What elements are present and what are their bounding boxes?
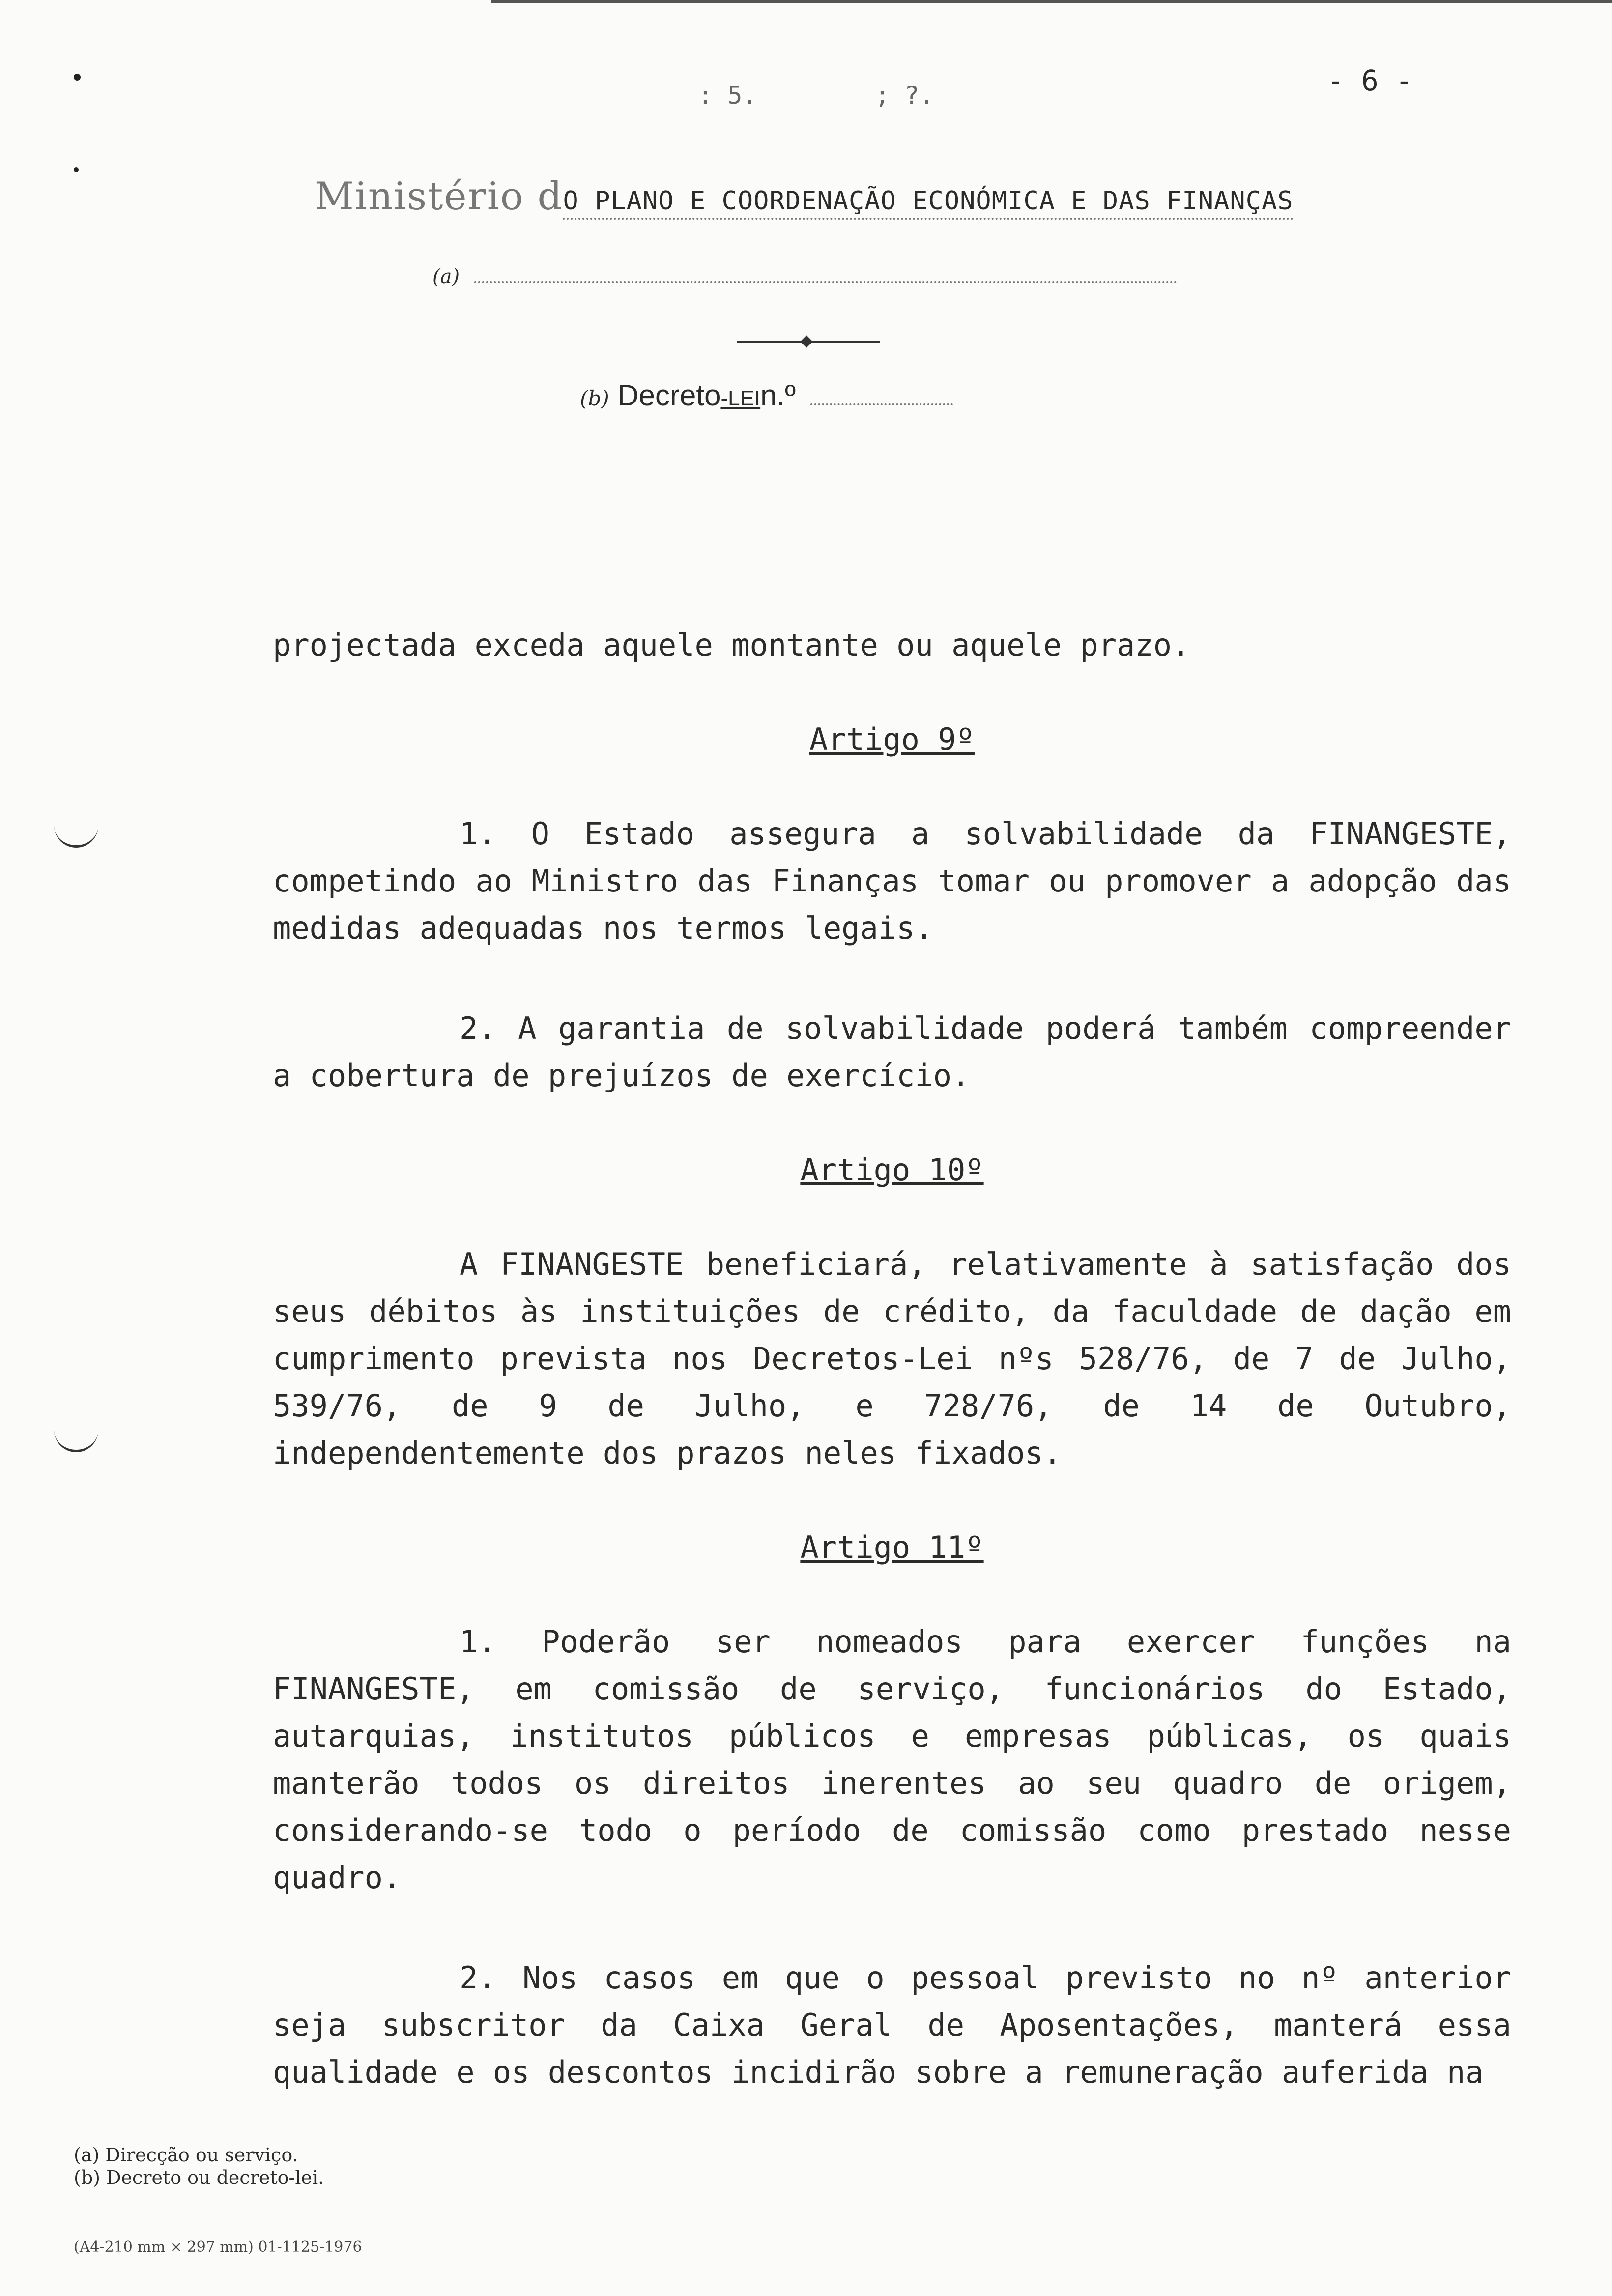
- ministry-prefix: Ministério d: [315, 174, 563, 219]
- article-11-paragraph-2: 2. Nos casos em que o pessoal previsto no nº anterior seja subscritor da Caixa Geral de Aposentações, manterá essa qualidade e os descontos incidirão sobre a remuneração auferida na: [273, 1960, 1511, 2090]
- scan-speck: [74, 74, 81, 81]
- article-10-heading: Artigo 10º: [800, 1152, 984, 1188]
- footnote-b: (b) Decreto ou decreto-lei.: [74, 2167, 324, 2188]
- direction-fill-line: [474, 281, 1177, 283]
- article-9-paragraph-1: 1. O Estado assegura a solvabilidade da FINANGESTE, competindo ao Ministro das Finanças tomar ou promover a adopção das medidas adequadas nos termos legais.: [273, 816, 1511, 946]
- direction-marker: (a): [432, 265, 460, 288]
- article-11-paragraph-1: 1. Poderão ser nomeados para exercer funções na FINANGESTE, em comissão de serviço, funcionários do Estado, autarquias, institutos públicos e empresas públicas, os quais manterão todos os direitos inerentes ao seu quadro de origem, considerando-se todo o período de comissão como prestado nesse quadro.: [273, 1624, 1511, 1895]
- article-9-heading: Artigo 9º: [809, 721, 975, 757]
- divider-ornament: [800, 335, 812, 347]
- page-number: - 6 -: [1327, 64, 1413, 97]
- direction-line: [432, 265, 1177, 288]
- top-edge-rule: [491, 0, 1612, 3]
- article-10-paragraph: A FINANGESTE beneficiará, relativamente à satisfação dos seus débitos às instituições de crédito, da faculdade de dação em cumprimento prevista nos Decretos-Lei nºs 528/76, de 7 de Julho, 539/76, de 9 de Julho, e 728/76, de 14 de Outubro, independentemente dos prazos neles fixados.: [273, 1246, 1511, 1471]
- decree-lei: -LEI: [720, 386, 761, 410]
- continuation-paragraph: projectada exceda aquele montante ou aquele prazo.: [273, 627, 1190, 663]
- decree-line: [580, 378, 953, 412]
- ministry-line: [315, 174, 1294, 219]
- footnotes: [74, 2144, 324, 2189]
- decree-fill-line: [810, 403, 953, 405]
- form-code: (A4-210 mm × 297 mm) 01-1125-1976: [74, 2239, 362, 2256]
- stamp-fragment: : 5.: [698, 81, 757, 110]
- margin-mark: [54, 1425, 98, 1452]
- article-11-heading: Artigo 11º: [800, 1529, 984, 1565]
- scan-speck: [74, 167, 79, 172]
- stamp-fragment: ; ?.: [875, 81, 934, 110]
- article-9-paragraph-2: 2. A garantia de solvabilidade poderá também compreender a cobertura de prejuízos de exercício.: [273, 1010, 1511, 1093]
- decree-suffix: n.º: [760, 379, 796, 412]
- decree-marker: (b): [580, 386, 609, 410]
- decree-label: Decreto: [617, 379, 721, 412]
- document-body: [273, 622, 1511, 2096]
- margin-mark: [54, 826, 98, 848]
- ministry-name: O PLANO E COORDENAÇÃO ECONÓMICA E DAS FINANÇAS: [563, 186, 1293, 220]
- footnote-a: (a) Direcção ou serviço.: [74, 2144, 298, 2166]
